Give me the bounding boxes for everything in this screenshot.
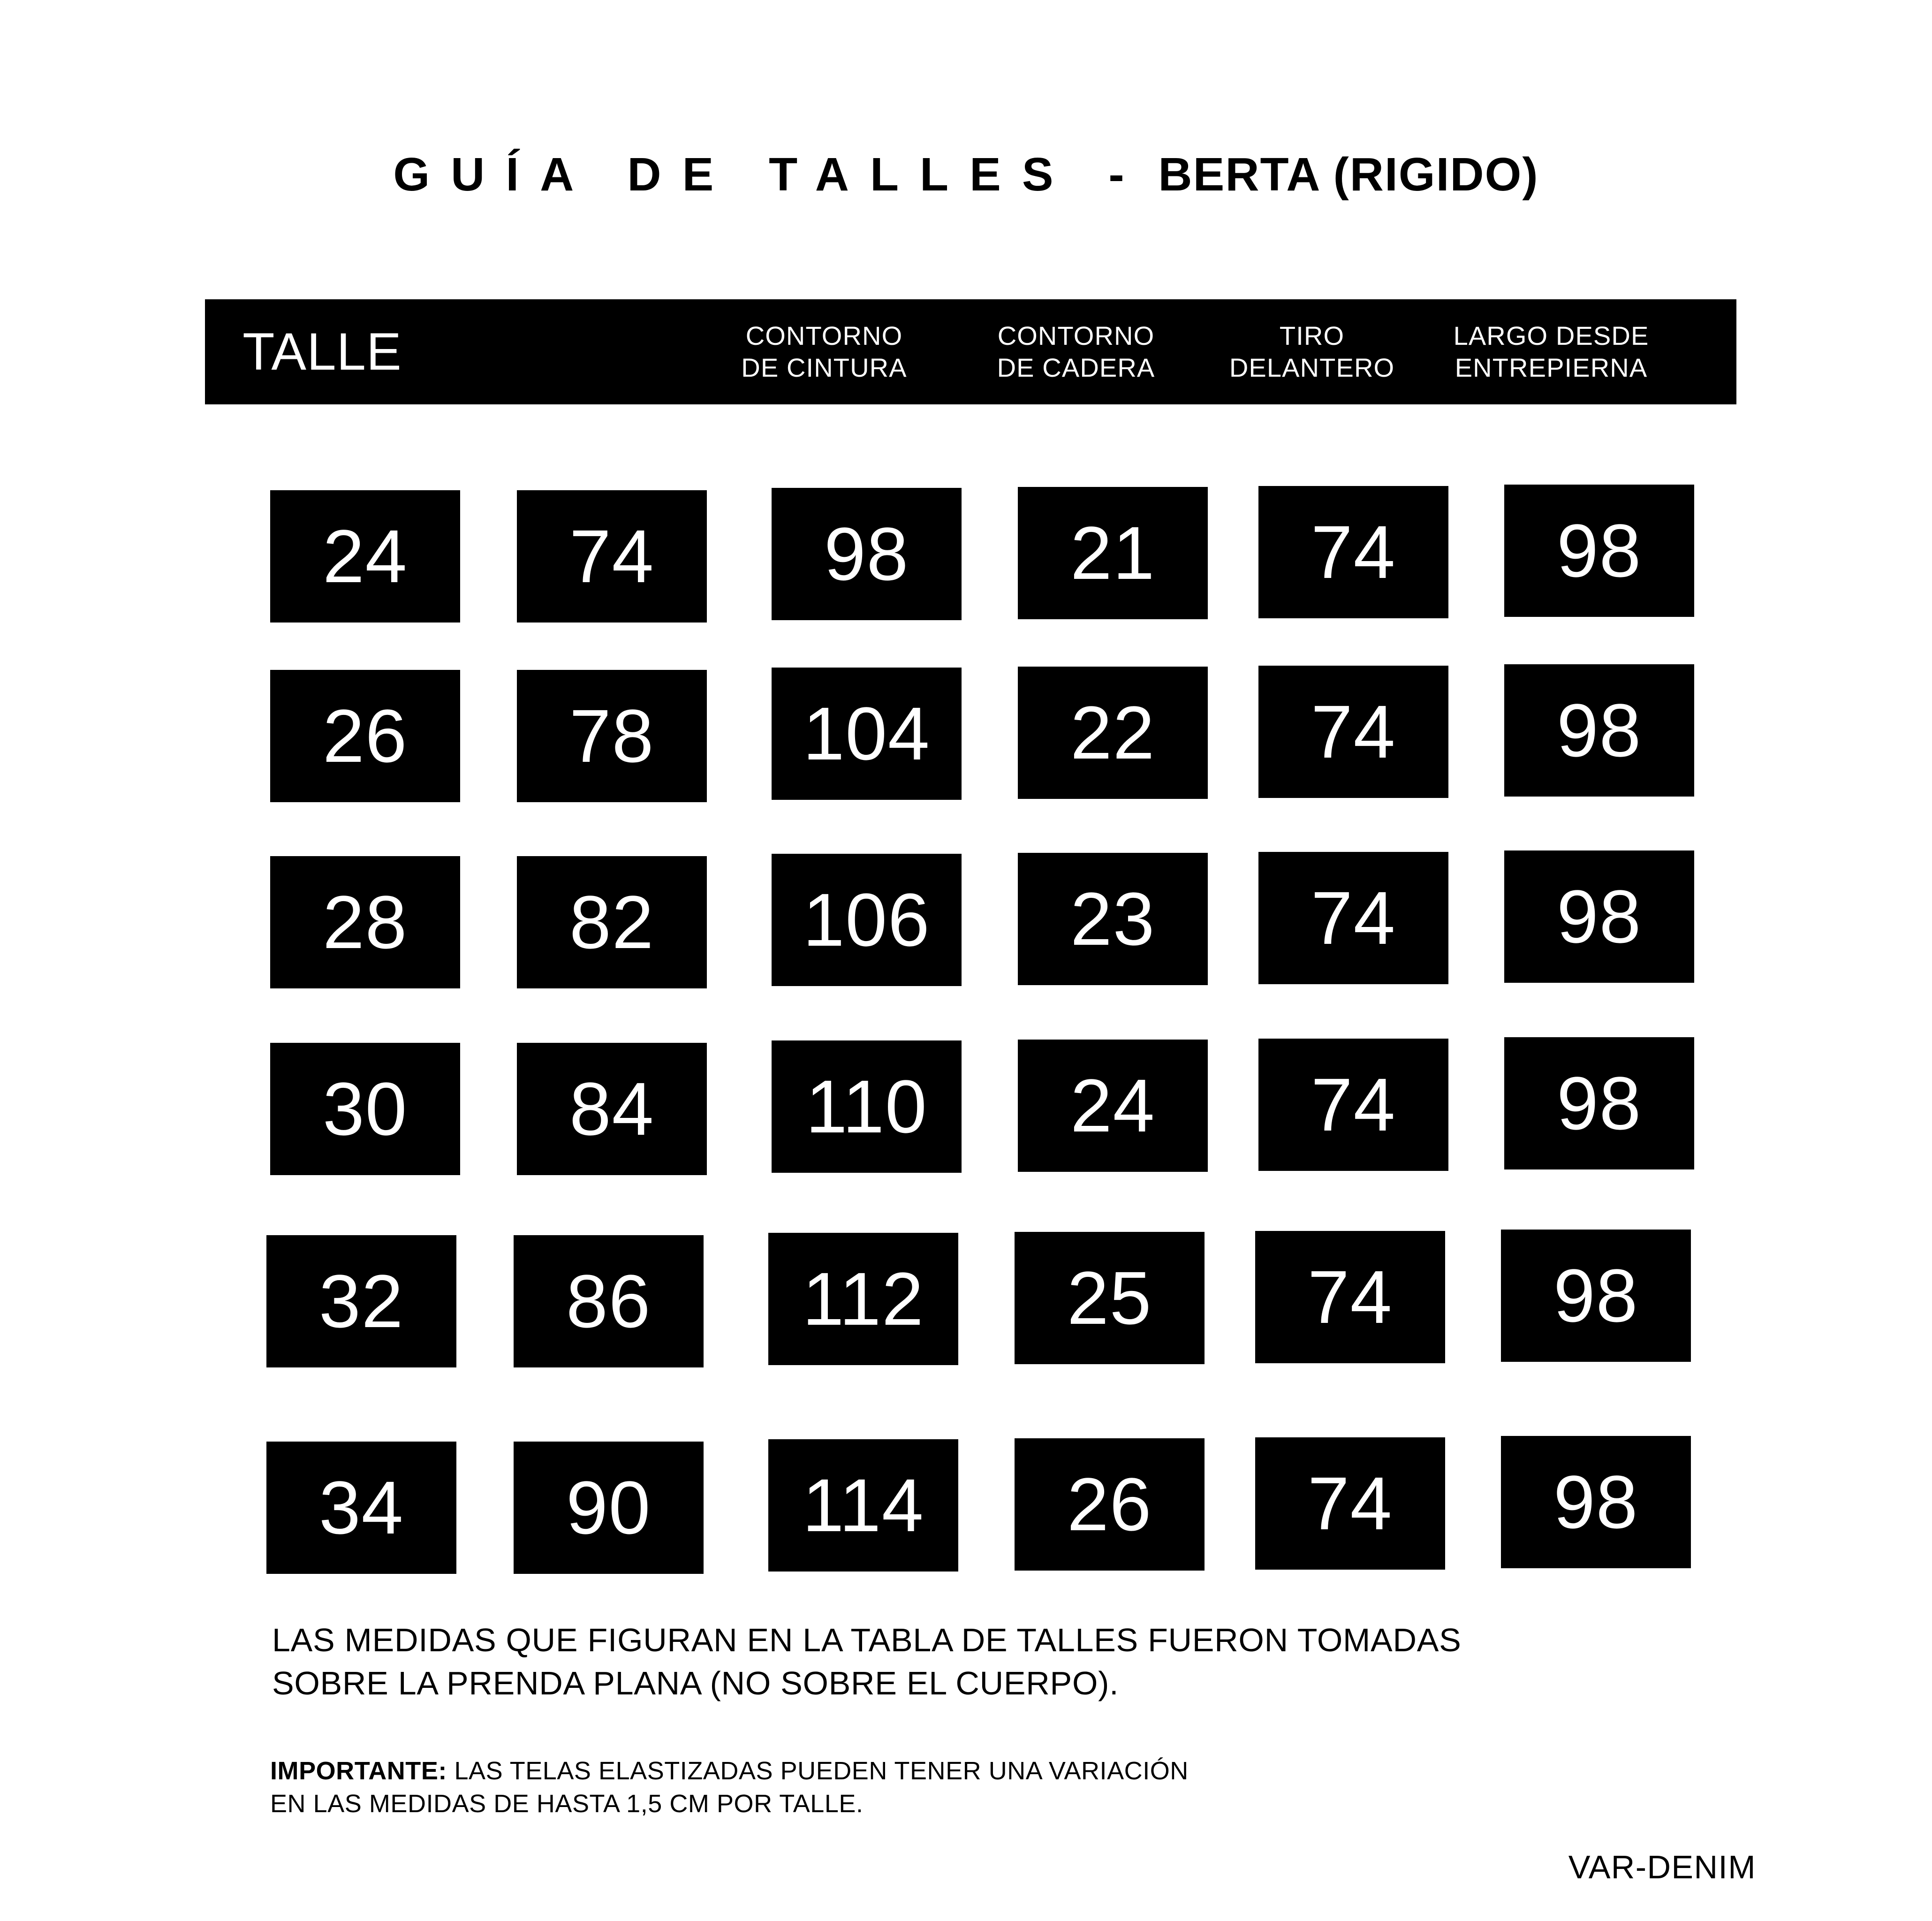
cell-talle: 30 [270, 1043, 460, 1175]
cell-talle: 34 [266, 1442, 456, 1574]
cell-largo-entrepierna: 74 [1255, 1437, 1445, 1570]
cell-largo-entrepierna: 74 [1258, 486, 1448, 618]
cell-tiro-delantero: 23 [1018, 853, 1208, 985]
measurement-note: LAS MEDIDAS QUE FIGURAN EN LA TABLA DE TALLES FUERON TOMADAS SOBRE LA PRENDA PLANA (NO SOBRE EL CUERPO). [272, 1622, 1462, 1702]
cell-contorno-cintura: 84 [517, 1043, 707, 1175]
cell-largo-entrepierna: 74 [1258, 852, 1448, 984]
cell-tiro-delantero: 26 [1015, 1438, 1205, 1571]
cell-largo-total: 98 [1504, 664, 1694, 797]
cell-contorno-cadera: 112 [768, 1233, 958, 1365]
cell-contorno-cadera: 106 [772, 854, 962, 986]
cell-talle: 28 [270, 856, 460, 988]
header-largo-total: LARGO TOTAL [1738, 320, 1833, 382]
header-tiro-delantero: TIRO DELANTERO [1229, 320, 1395, 382]
cell-largo-total: 98 [1504, 1037, 1694, 1169]
cell-contorno-cintura: 78 [517, 670, 707, 802]
important-line-2: EN LAS MEDIDAS DE HASTA 1,5 CM POR TALLE. [270, 1790, 864, 1818]
cell-tiro-delantero: 25 [1015, 1232, 1205, 1364]
page-title [0, 148, 1932, 202]
cell-largo-entrepierna: 74 [1258, 666, 1448, 798]
important-label: IMPORTANTE: [270, 1757, 447, 1785]
cell-largo-entrepierna: 74 [1255, 1231, 1445, 1363]
cell-contorno-cintura: 86 [514, 1235, 704, 1367]
table-header [205, 299, 1833, 404]
cell-contorno-cintura: 82 [517, 856, 707, 988]
cell-talle: 32 [266, 1235, 456, 1367]
cell-contorno-cadera: 104 [772, 668, 962, 800]
important-note [270, 1754, 1189, 1820]
cell-tiro-delantero: 21 [1018, 487, 1208, 619]
header-contorno-cintura: CONTORNO DE CINTURA [741, 320, 907, 382]
cell-largo-total: 98 [1504, 850, 1694, 983]
header-contorno-cadera: CONTORNO DE CADERA [997, 320, 1155, 382]
cell-largo-total: 98 [1501, 1436, 1691, 1568]
cell-contorno-cadera: 114 [768, 1439, 958, 1572]
header-largo-entrepierna: LARGO DESDE ENTREPIERNA [1453, 320, 1649, 382]
cell-tiro-delantero: 22 [1018, 667, 1208, 799]
cell-contorno-cadera: 98 [772, 488, 962, 620]
cell-tiro-delantero: 24 [1018, 1040, 1208, 1172]
brand-name: VAR-DENIM [1568, 1849, 1756, 1885]
header-talle: TALLE [242, 322, 402, 381]
cell-contorno-cintura: 90 [514, 1442, 704, 1574]
cell-largo-total: 98 [1501, 1230, 1691, 1362]
cell-talle: 24 [270, 490, 460, 623]
cell-contorno-cadera: 110 [772, 1040, 962, 1173]
cell-largo-total: 98 [1504, 485, 1694, 617]
page-title-main: GUÍA DE TALLES - [393, 148, 1145, 201]
cell-talle: 26 [270, 670, 460, 802]
cell-largo-entrepierna: 74 [1258, 1039, 1448, 1171]
important-line-1: LAS TELAS ELASTIZADAS PUEDEN TENER UNA VARIACIÓN [447, 1757, 1189, 1785]
cell-contorno-cintura: 74 [517, 490, 707, 623]
page-title-model: BERTA (RIGIDO) [1158, 148, 1539, 201]
